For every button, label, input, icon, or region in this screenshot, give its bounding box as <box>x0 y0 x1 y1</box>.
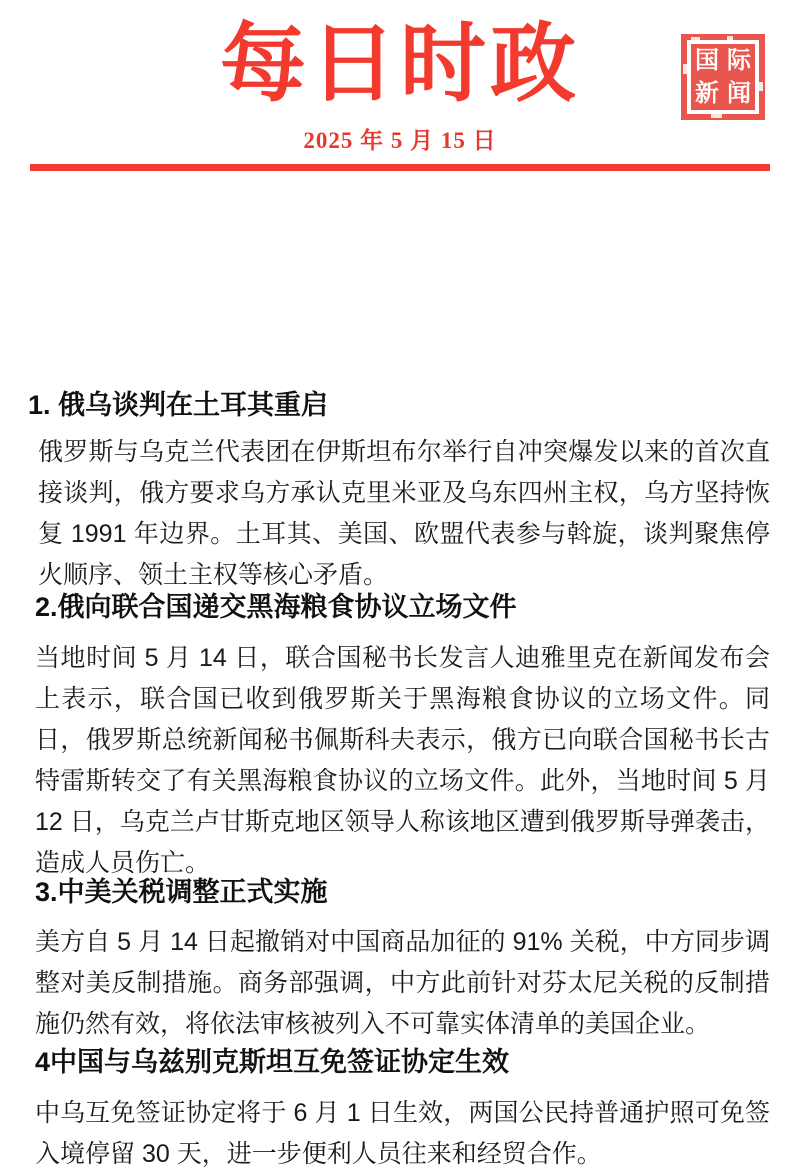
news-item-4-body: 中乌互免签证协定将于 6 月 1 日生效，两国公民持普通护照可免签入境停留 30 天，进一步便利人员往来和经贸合作。 <box>35 1099 770 1168</box>
news-item-4-heading: 4中国与乌兹别克斯坦互免签证协定生效 <box>35 1047 510 1077</box>
news-item-2-heading: 2.俄向联合国递交黑海粮食协议立场文件 <box>35 592 517 622</box>
seal-char-3: 新 <box>695 80 719 107</box>
news-item-3-heading: 3.中美关税调整正式实施 <box>35 877 328 907</box>
publication-date: 2025 年 5 月 15 日 <box>303 128 497 153</box>
seal-char-4: 闻 <box>727 80 751 107</box>
news-item-1-body: 俄罗斯与乌克兰代表团在伊斯坦布尔举行自冲突爆发以来的首次直接谈判，俄方要求乌方承认克里米亚及乌东四州主权，乌方坚持恢复 1991 年边界。土耳其、美国、欧盟代表参与斡旋，谈判聚焦停火顺序、领土主权等核心矛盾。 <box>38 438 770 589</box>
seal-inner-frame <box>687 40 759 114</box>
news-item-2-body: 当地时间 5 月 14 日，联合国秘书长发言人迪雅里克在新闻发布会上表示，联合国已收到俄罗斯关于黑海粮食协议的立场文件。同日，俄罗斯总统新闻秘书佩斯科夫表示，俄方已向联合国秘书长古特雷斯转交了有关黑海粮食协议的立场文件。此外，当地时间 5 月 12 日，乌克兰卢甘斯克地区领导人称该地区遭到俄罗斯导弹袭击，造成人员伤亡。 <box>35 644 770 877</box>
masthead <box>0 0 800 176</box>
news-item-3-body: 美方自 5 月 14 日起撤销对中国商品加征的 91% 关税，中方同步调整对美反制措施。商务部强调，中方此前针对芬太尼关税的反制措施仍然有效，将依法审核被列入不可靠实体清单的美国企业。 <box>35 928 770 1038</box>
seal-speck <box>683 64 687 74</box>
seal-speck <box>759 82 763 91</box>
seal-char-2: 际 <box>727 47 751 74</box>
seal-speck <box>711 114 722 118</box>
header-divider <box>30 164 770 171</box>
news-item-1-heading: 1. 俄乌谈判在土耳其重启 <box>28 390 329 420</box>
seal-char-1: 国 <box>695 47 719 74</box>
seal-speck <box>727 36 733 40</box>
seal-speck <box>691 37 700 40</box>
international-news-seal <box>681 34 765 120</box>
page-title: 每日时政 <box>220 16 580 112</box>
